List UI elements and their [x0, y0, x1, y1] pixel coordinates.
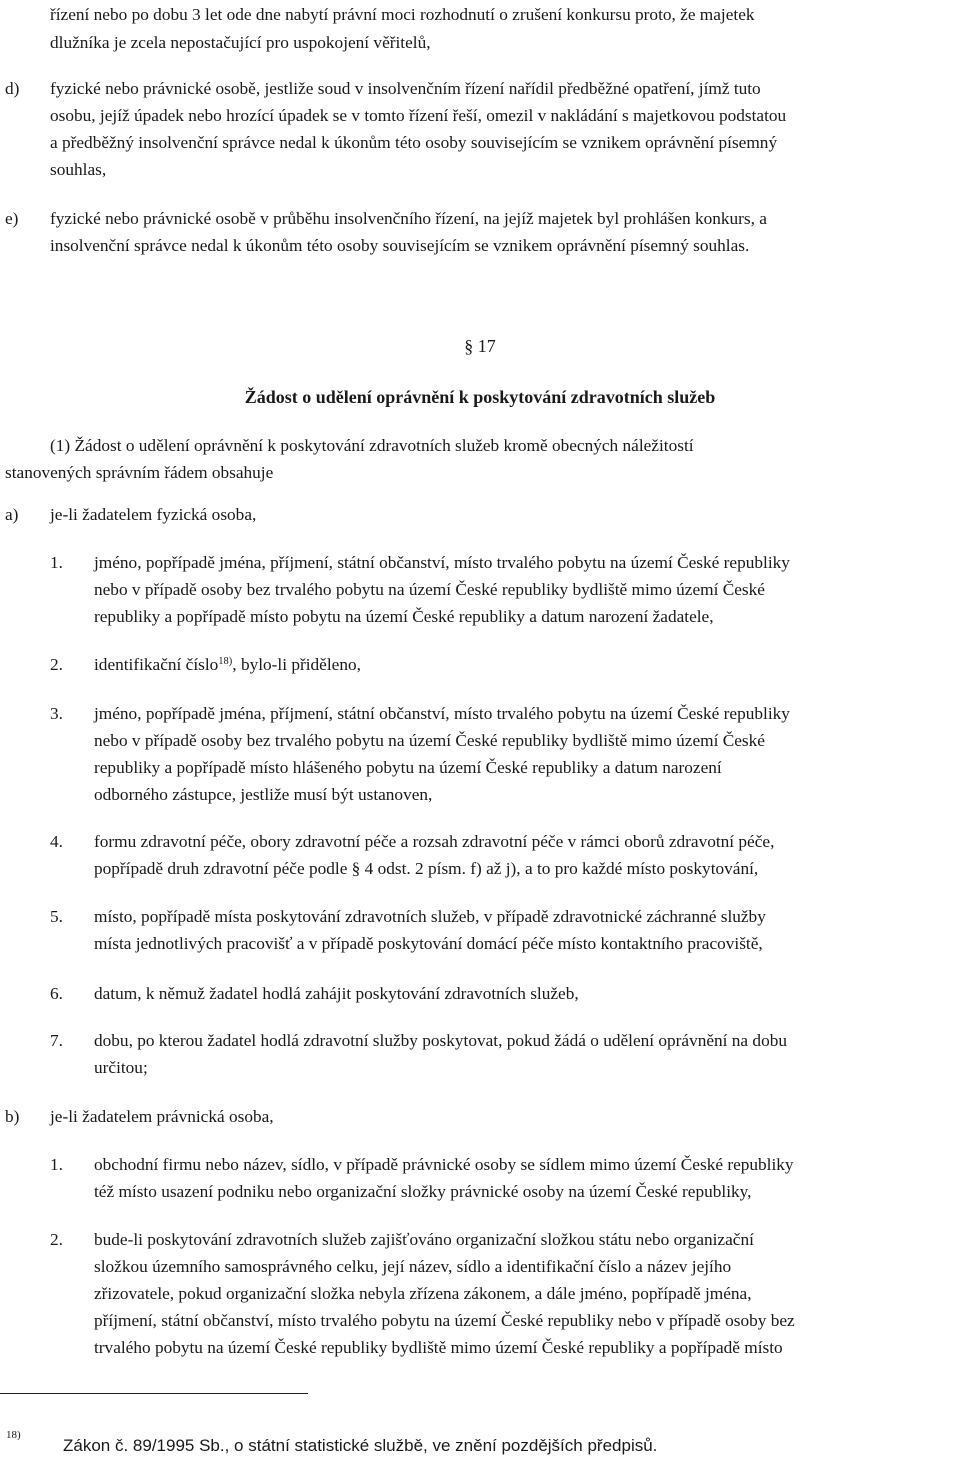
point-number: 1.: [50, 553, 63, 572]
section-title: Žádost o udělení oprávnění k poskytování zdravotních služeb: [244, 387, 716, 407]
point-line: určitou;: [94, 1058, 148, 1077]
point-line: jméno, popřípadě jména, příjmení, státní občanství, místo trvalého pobytu na území České republiky: [94, 704, 790, 723]
point-line: republiky a popřípadě místo hlášeného pobytu na území České republiky a datum narození: [94, 758, 722, 777]
point-line: nebo v případě osoby bez trvalého pobytu na území České republiky bydliště mimo území České: [94, 580, 765, 599]
intro-line: řízení nebo po dobu 3 let ode dne nabytí právní moci rozhodnutí o zrušení konkursu proto, že majetek: [50, 5, 755, 24]
footnote-text: Zákon č. 89/1995 Sb., o státní statistické službě, ve znění pozdějších předpisů.: [63, 1436, 658, 1455]
point-line: místa jednotlivých pracovišť a v případě poskytování domácí péče místo kontaktního pracoviště,: [94, 934, 763, 953]
point-number: 7.: [50, 1031, 63, 1050]
item-e-line: insolvenční správce nedal k úkonům této osoby souvisejícím se vznikem oprávnění písemný souhlas.: [50, 236, 750, 255]
item-d-line: fyzické nebo právnické osobě, jestliže soud v insolvenčním řízení nařídil předběžné opatření, jímž tuto: [50, 79, 761, 98]
point-number: 2.: [50, 1230, 63, 1249]
point-line: jméno, popřípadě jména, příjmení, státní občanství, místo trvalého pobytu na území České republiky: [94, 553, 790, 572]
item-marker: a): [5, 505, 19, 524]
item-d-line: a předběžný insolvenční správce nedal k úkonům této osoby souvisejícím se vznikem oprávnění písemný: [50, 133, 778, 152]
point-line: [94, 656, 361, 673]
intro-line: dlužníka je zcela nepostačující pro uspokojení věřitelů,: [50, 33, 431, 52]
point-text: , bylo-li přiděleno,: [232, 655, 361, 674]
point-line: obchodní firmu nebo název, sídlo, v případě právnické osoby se sídlem mimo území České republiky: [94, 1155, 794, 1174]
item-marker: e): [5, 209, 19, 228]
point-line: republiky a popřípadě místo pobytu na území České republiky a datum narození žadatele,: [94, 607, 714, 626]
point-line: dobu, po kterou žadatel hodlá zdravotní služby poskytovat, pokud žádá o udělení oprávnění na dobu: [94, 1031, 787, 1050]
point-line: zřizovatele, pokud organizační složka nebyla zřízena zákonem, a dále jméno, popřípadě jména,: [94, 1284, 752, 1303]
item-b-text: je-li žadatelem právnická osoba,: [50, 1107, 274, 1126]
section-number: § 17: [464, 336, 496, 356]
point-number: 4.: [50, 832, 63, 851]
point-line: též místo usazení podniku nebo organizační složky právnické osoby na území České republiky,: [94, 1182, 752, 1201]
item-d-line: souhlas,: [50, 160, 107, 179]
point-line: odborného zástupce, jestliže musí být ustanoven,: [94, 785, 433, 804]
point-number: 5.: [50, 907, 63, 926]
point-line: složkou územního samosprávného celku, její název, sídlo a identifikační číslo a název jejího: [94, 1257, 732, 1276]
point-number: 2.: [50, 655, 63, 674]
paragraph-line: stanovených správním řádem obsahuje: [5, 463, 274, 482]
point-number: 3.: [50, 704, 63, 723]
item-e-line: fyzické nebo právnické osobě v průběhu insolvenčního řízení, na jejíž majetek byl prohlášen konkurs, a: [50, 209, 767, 228]
footnote-marker: 18): [6, 1429, 21, 1441]
point-number: 1.: [50, 1155, 63, 1174]
point-line: příjmení, státní občanství, místo trvalého pobytu na území České republiky nebo v případě osoby bez: [94, 1311, 795, 1330]
point-line: formu zdravotní péče, obory zdravotní péče a rozsah zdravotní péče v rámci oborů zdravotní péče,: [94, 832, 775, 851]
item-a-text: je-li žadatelem fyzická osoba,: [50, 505, 257, 524]
point-number: 6.: [50, 984, 63, 1003]
item-d-line: osobu, jejíž úpadek nebo hrozící úpadek se v tomto řízení řeší, omezil v nakládání s majetkovou podstatou: [50, 106, 787, 125]
point-line: popřípadě druh zdravotní péče podle § 4 odst. 2 písm. f) až j), a to pro každé místo poskytování,: [94, 859, 759, 878]
point-line: místo, popřípadě místa poskytování zdravotních služeb, v případě zdravotnické záchranné služby: [94, 907, 766, 926]
point-line: trvalého pobytu na území České republiky bydliště mimo území České republiky a popřípadě místo: [94, 1338, 783, 1357]
point-line: nebo v případě osoby bez trvalého pobytu na území České republiky bydliště mimo území České: [94, 731, 765, 750]
item-marker: b): [5, 1107, 20, 1126]
point-text: identifikační číslo: [94, 655, 219, 674]
item-marker: d): [5, 79, 20, 98]
point-line: datum, k němuž žadatel hodlá zahájit poskytování zdravotních služeb,: [94, 984, 579, 1003]
paragraph-line: (1) Žádost o udělení oprávnění k poskytování zdravotních služeb kromě obecných náležitostí: [50, 436, 694, 455]
footnote-separator: [0, 1393, 308, 1394]
point-line: bude-li poskytování zdravotních služeb zajišťováno organizační složkou státu nebo organizační: [94, 1230, 754, 1249]
footnote-reference[interactable]: 18): [218, 656, 233, 667]
